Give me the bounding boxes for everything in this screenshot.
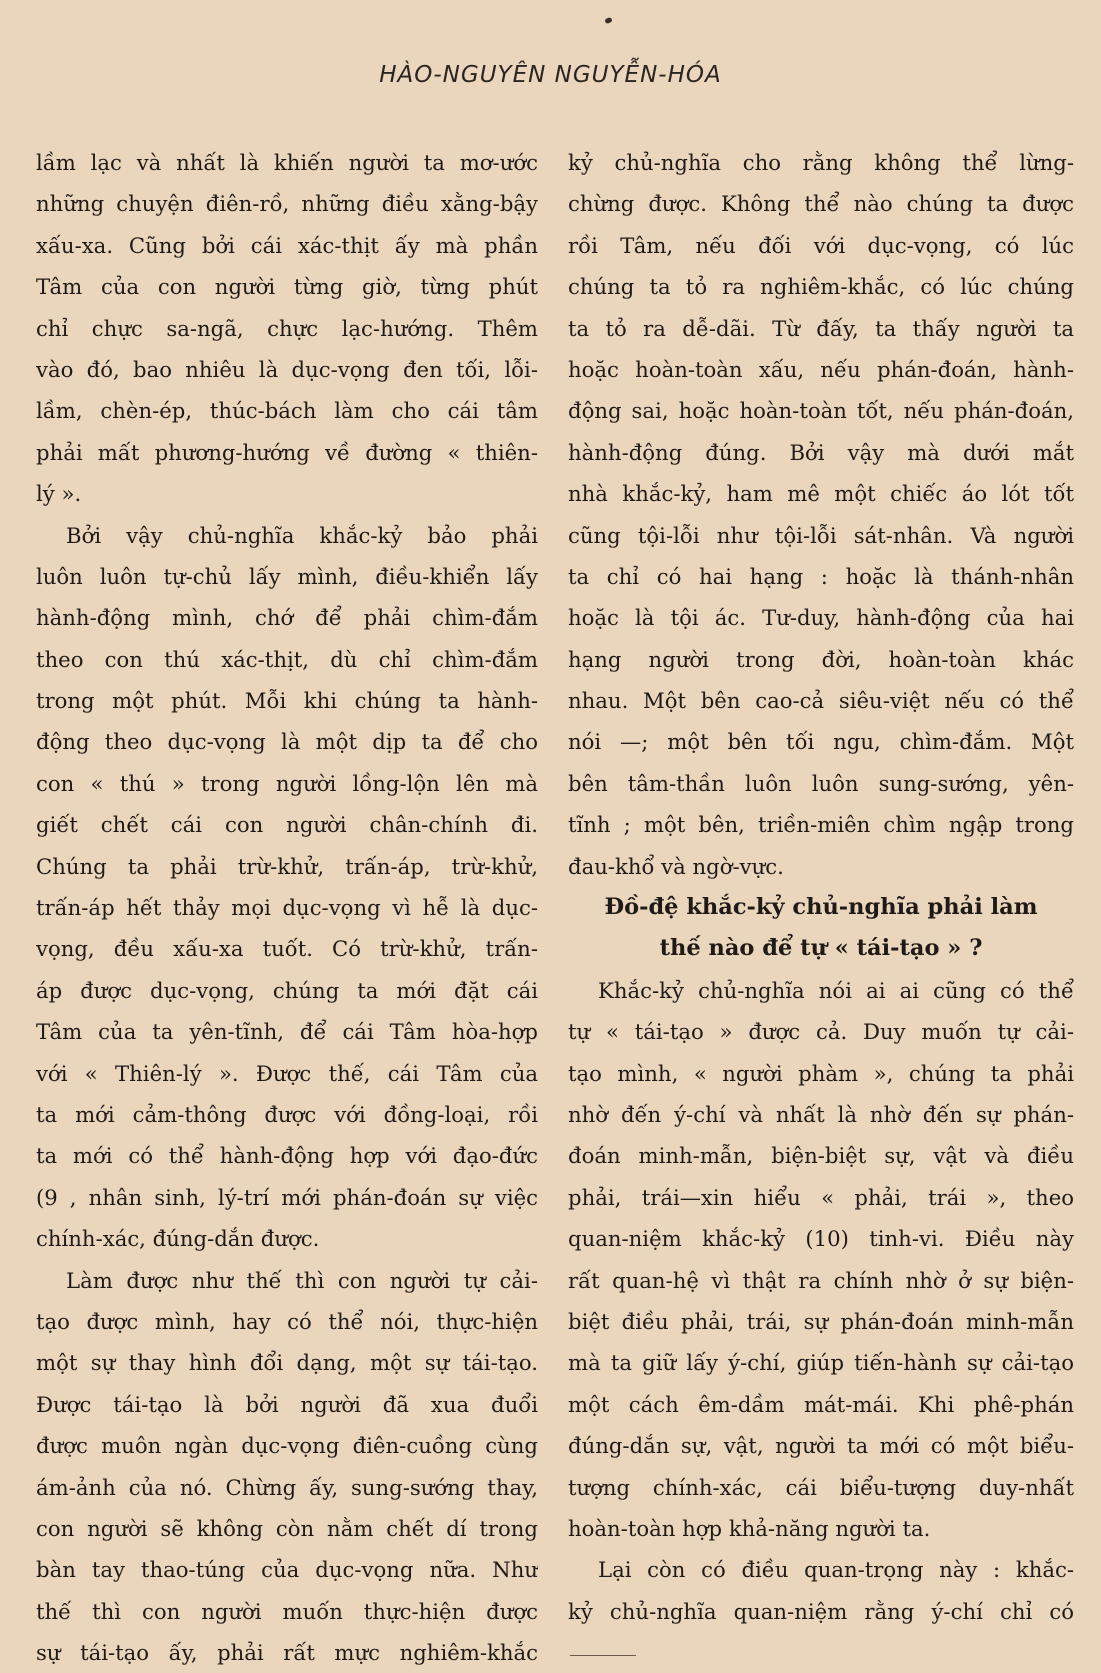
running-header: HÀO-NGUYÊN NGUYỄN-HÓA: [379, 62, 722, 88]
text-line: mà ta giữ lấy ý-chí, giúp tiến-hành sự cải-tạo: [568, 1350, 1074, 1376]
text-line: tự « tái-tạo » được cả. Duy muốn tự cải-: [568, 1019, 1074, 1045]
text-line: rất quan-hệ vì thật ra chính nhờ ở sự biện-: [568, 1267, 1074, 1293]
text-line: hoàn-toàn hợp khả-năng người ta.: [568, 1515, 931, 1541]
text-line: được muôn ngàn dục-vọng điên-cuồng cùng: [36, 1433, 538, 1459]
text-line: Được tái-tạo là bởi người đã xua đuổi: [36, 1391, 538, 1417]
text-line: giết chết cái con người chân-chính đi.: [36, 812, 538, 838]
text-line: một cách êm-dầm mát-mái. Khi phê-phán: [568, 1391, 1074, 1417]
right-text-column: [568, 142, 1074, 1632]
section-heading-line: thế nào để tự « tái-tạo » ?: [659, 935, 983, 962]
text-line: ta chỉ có hai hạng : hoặc là thánh-nhân: [568, 563, 1074, 589]
text-line: vọng, đều xấu-xa tuốt. Có trừ-khử, trấn-: [36, 936, 538, 962]
text-line: những chuyện điên-rồ, những điều xằng-bậy: [36, 191, 538, 217]
text-line: chúng ta tỏ ra nghiêm-khắc, có lúc chúng: [568, 274, 1074, 300]
text-line: hoặc hoàn-toàn xấu, nếu phán-đoán, hành-: [568, 356, 1074, 382]
text-line: tạo mình, « người phàm », chúng ta phải: [568, 1060, 1074, 1086]
text-line: sự tái-tạo ấy, phải rất mực nghiêm-khắc: [36, 1640, 538, 1666]
text-line: ta mới có thể hành-động hợp với đạo-đức: [36, 1143, 538, 1169]
text-line: thế thì con người muốn thực-hiện được: [36, 1598, 538, 1624]
text-line: Lại còn có điều quan-trọng này : khắc-: [598, 1557, 1074, 1583]
text-line: (9 , nhân sinh, lý-trí mới phán-đoán sự việc: [36, 1184, 538, 1210]
text-line: tượng chính-xác, cái biểu-tượng duy-nhất: [568, 1474, 1074, 1500]
left-text-column: [36, 142, 538, 1673]
text-line: biệt điều phải, trái, sự phán-đoán minh-mẫn: [568, 1308, 1074, 1334]
text-line: trong một phút. Mỗi khi chúng ta hành-: [36, 688, 538, 714]
text-line: hành-động mình, chớ để phải chìm-đắm: [36, 605, 538, 631]
text-line: Bởi vậy chủ-nghĩa khắc-kỷ bảo phải: [66, 522, 538, 548]
text-line: Chúng ta phải trừ-khử, trấn-áp, trừ-khử,: [36, 853, 538, 879]
text-line: hạng người trong đời, hoàn-toàn khác: [568, 646, 1074, 672]
text-line: nhà khắc-kỷ, ham mê một chiếc áo lót tốt: [568, 481, 1074, 507]
text-line: ám-ảnh của nó. Chừng ấy, sung-sướng thay,: [36, 1474, 538, 1500]
text-line: vào đó, bao nhiêu là dục-vọng đen tối, lỗi-: [36, 356, 538, 382]
text-line: đúng-dắn sự, vật, người ta mới có một biểu-: [568, 1433, 1074, 1459]
text-line: với « Thiên-lý ». Được thế, cái Tâm của: [36, 1060, 538, 1086]
text-line: Tâm của ta yên-tĩnh, để cái Tâm hòa-hợp: [36, 1019, 538, 1045]
text-line: con « thú » trong người lồng-lộn lên mà: [36, 770, 538, 796]
text-line: trấn-áp hết thảy mọi dục-vọng vì hễ là dục-: [36, 895, 538, 921]
text-line: hành-động đúng. Bởi vậy mà dưới mắt: [568, 439, 1074, 465]
text-line: chỉ chực sa-ngã, chực lạc-hướng. Thêm: [36, 315, 538, 341]
text-line: áp được dục-vọng, chúng ta mới đặt cái: [36, 977, 538, 1003]
text-line: xấu-xa. Cũng bởi cái xác-thịt ấy mà phần: [36, 232, 538, 258]
text-line: rồi Tâm, nếu đối với dục-vọng, có lúc: [568, 232, 1074, 258]
text-line: nói —; một bên tối ngu, chìm-đắm. Một: [568, 729, 1074, 755]
text-line: động sai, hoặc hoàn-toàn tốt, nếu phán-đoán,: [568, 398, 1074, 424]
text-line: tĩnh ; một bên, triền-miên chìm ngập trong: [568, 812, 1074, 838]
text-line: hoặc là tội ác. Tư-duy, hành-động của hai: [568, 605, 1074, 631]
text-line: cũng tội-lỗi như tội-lỗi sát-nhân. Và người: [568, 522, 1074, 548]
text-line: lầm, chèn-ép, thúc-bách làm cho cái tâm: [36, 398, 538, 424]
text-line: Khắc-kỷ chủ-nghĩa nói ai ai cũng có thể: [598, 977, 1074, 1003]
text-line: một sự thay hình đổi dạng, một sự tái-tạo.: [36, 1350, 538, 1376]
section-heading-line: Đồ-đệ khắc-kỷ chủ-nghĩa phải làm: [604, 894, 1038, 921]
text-line: kỷ chủ-nghĩa cho rằng không thể lừng-: [568, 150, 1074, 175]
text-line: Làm được như thế thì con người tự cải-: [66, 1267, 538, 1293]
text-line: ta mới cảm-thông được với đồng-loại, rồi: [36, 1101, 538, 1127]
text-line: đau-khổ và ngờ-vực.: [568, 853, 784, 879]
text-line: con người sẽ không còn nằm chết dí trong: [36, 1515, 538, 1541]
footnote-rule: [570, 1655, 636, 1656]
text-line: chính-xác, đúng-dắn được.: [36, 1226, 320, 1252]
text-line: bên tâm-thần luôn luôn sung-sướng, yên-: [568, 770, 1074, 796]
text-line: lầm lạc và nhất là khiến người ta mơ-ước: [36, 150, 538, 175]
text-line: phải mất phương-hướng về đường « thiên-: [36, 439, 538, 465]
text-line: lý ».: [36, 481, 82, 507]
text-line: theo con thú xác-thịt, dù chỉ chìm-đắm: [36, 646, 538, 672]
text-line: tạo được mình, hay có thể nói, thực-hiện: [36, 1308, 538, 1334]
text-line: Tâm của con người từng giờ, từng phút: [36, 274, 538, 300]
text-line: động theo dục-vọng là một dịp ta để cho: [36, 729, 538, 755]
text-line: phải, trái—xin hiểu « phải, trái », theo: [568, 1184, 1074, 1210]
ink-mark: [604, 17, 612, 24]
text-line: ta tỏ ra dễ-dãi. Từ đấy, ta thấy người ta: [568, 315, 1074, 341]
text-line: chừng được. Không thể nào chúng ta được: [568, 191, 1074, 217]
text-line: nhau. Một bên cao-cả siêu-việt nếu có thể: [568, 688, 1074, 714]
text-line: luôn luôn tự-chủ lấy mình, điều-khiển lấy: [36, 563, 538, 589]
text-line: bàn tay thao-túng của dục-vọng nữa. Như: [36, 1557, 538, 1583]
text-line: đoán minh-mẫn, biện-biệt sự, vật và điều: [568, 1143, 1074, 1169]
text-line: quan-niệm khắc-kỷ (10) tinh-vi. Điều này: [568, 1226, 1074, 1252]
text-line: kỷ chủ-nghĩa quan-niệm rằng ý-chí chỉ có: [568, 1598, 1074, 1624]
text-line: nhờ đến ý-chí và nhất là nhờ đến sự phán-: [568, 1101, 1074, 1127]
